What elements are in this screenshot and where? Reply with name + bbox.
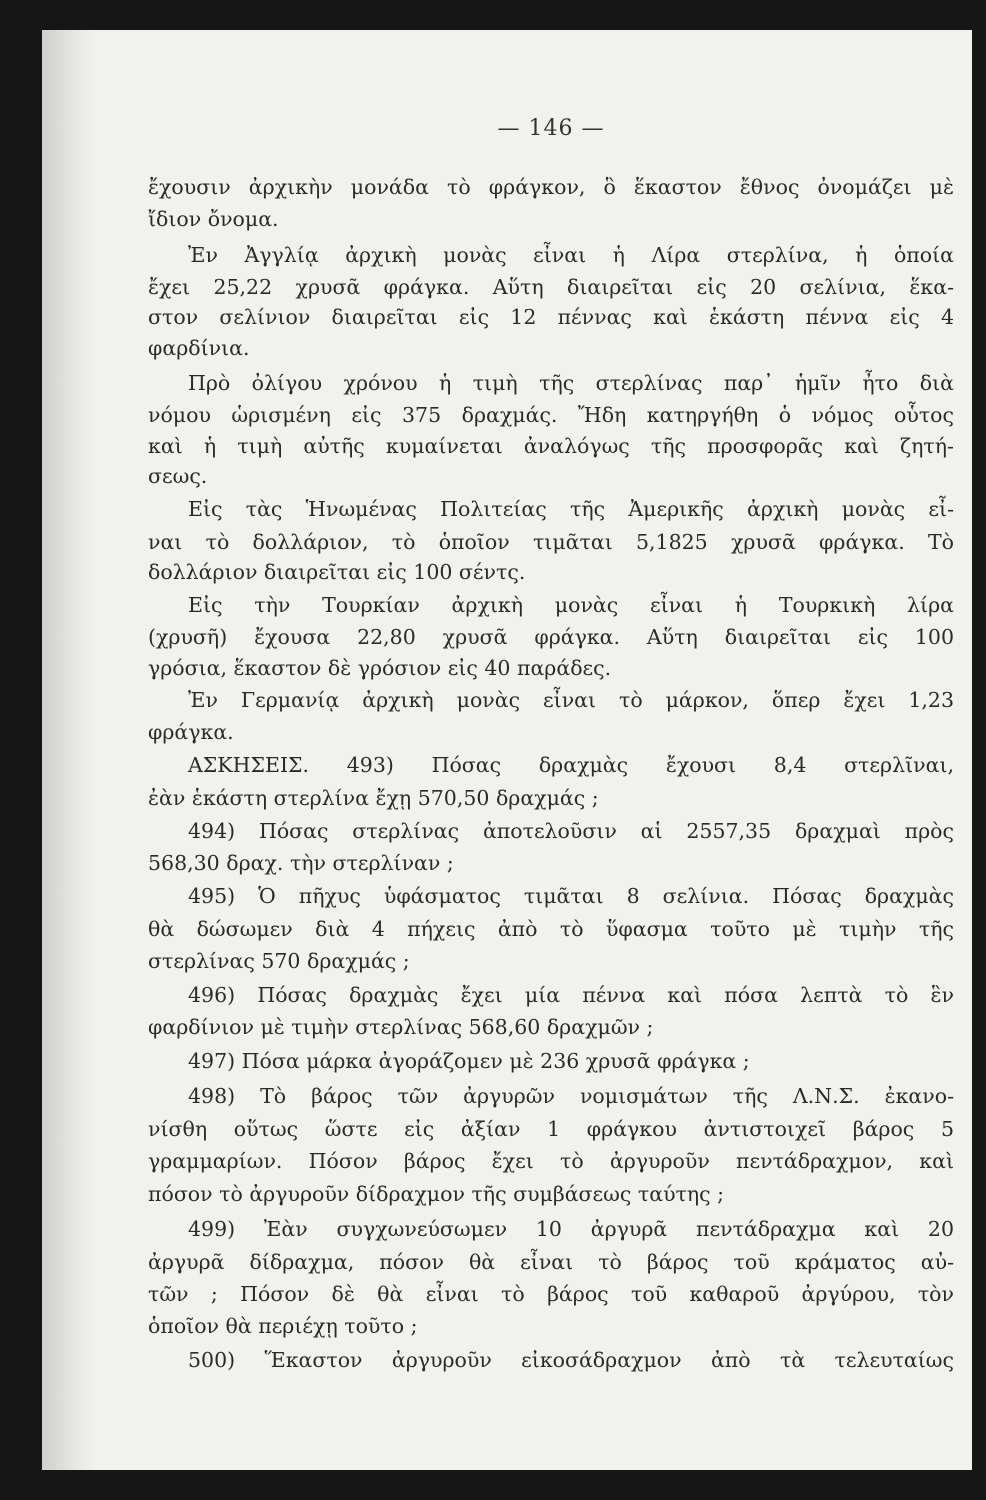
exercise-line: 496) Πόσας δραχμὰς ἔχει μία πέννα καὶ πόσα λεπτὰ τὸ ἓν (188, 983, 954, 1007)
exercise-line: στερλίνας 570 δραχμάς ; (148, 949, 410, 973)
text-line: γρόσια, ἕκαστον δὲ γρόσιον εἰς 40 παράδες. (148, 656, 612, 680)
text-line: ἴδιον ὄνομα. (148, 207, 279, 231)
exercise-line: 495) Ὁ πῆχυς ὑφάσματος τιμᾶται 8 σελίνια. Πόσας δραχμὰς (188, 884, 954, 908)
exercise-line: πόσον τὸ ἀργυροῦν δίδραχμον τῆς συμβάσεως ταύτης ; (148, 1182, 725, 1206)
text-line: ἔχουσιν ἀρχικὴν μονάδα τὸ φράγκον, ὃ ἕκαστον ἔθνος ὀνομάζει μὲ (148, 175, 954, 199)
text-line: νόμου ὡρισμένη εἰς 375 δραχμάς. Ἤδη κατηργήθη ὁ νόμος οὗτος (148, 403, 954, 427)
text-line: δολλάριον διαιρεῖται εἰς 100 σέντς. (148, 560, 526, 584)
page-number: — 146 — (497, 116, 605, 141)
exercise-line: 494) Πόσας στερλίνας ἀποτελοῦσιν αἱ 2557,35 δραχμαὶ πρὸς (188, 819, 954, 843)
exercise-line: γραμμαρίων. Πόσον βάρος ἔχει τὸ ἀργυροῦν πεντάδραχμον, καὶ (148, 1149, 954, 1173)
exercise-line: θὰ δώσωμεν διὰ 4 πήχεις ἀπὸ τὸ ὕφασμα τοῦτο μὲ τιμὴν τῆς (148, 917, 954, 941)
text-line: καὶ ἡ τιμὴ αὐτῆς κυμαίνεται ἀναλόγως τῆς προσφορᾶς καὶ ζητή- (148, 434, 954, 458)
exercise-line: 568,30 δραχ. τὴν στερλίναν ; (148, 851, 454, 875)
page-gutter-shadow (42, 30, 96, 1470)
exercise-line: νίσθη οὕτως ὥστε εἰς ἀξίαν 1 φράγκου ἀντιστοιχεῖ βάρος 5 (148, 1117, 954, 1141)
text-line: ἔχει 25,22 χρυσᾶ φράγκα. Αὕτη διαιρεῖται εἰς 20 σελίνια, ἕκα- (148, 275, 954, 299)
exercise-line: ὁποῖον θὰ περιέχῃ τοῦτο ; (148, 1314, 418, 1338)
text-line: Ἐν Ἀγγλίᾳ ἀρχικὴ μονὰς εἶναι ἡ Λίρα στερλίνα, ἡ ὁποία (188, 243, 954, 267)
text-line: Εἰς τὰς Ἡνωμένας Πολιτείας τῆς Ἀμερικῆς ἀρχικὴ μονὰς εἶ- (188, 497, 954, 521)
text-line: φράγκα. (148, 720, 234, 744)
book-page (42, 30, 972, 1470)
text-line: σεως. (148, 464, 208, 488)
text-line: (χρυσῆ) ἔχουσα 22,80 χρυσᾶ φράγκα. Αὕτη διαιρεῖται εἰς 100 (148, 625, 954, 649)
exercise-line: 497) Πόσα μάρκα ἀγοράζομεν μὲ 236 χρυσᾶ φράγκα ; (188, 1049, 750, 1073)
text-line: στον σελίνιον διαιρεῖται εἰς 12 πέννας καὶ ἑκάστη πέννα εἰς 4 (148, 305, 954, 329)
exercise-line: τῶν ; Πόσον δὲ θὰ εἶναι τὸ βάρος τοῦ καθαροῦ ἀργύρου, τὸν (148, 1282, 954, 1306)
exercise-line: 499) Ἐὰν συγχωνεύσωμεν 10 ἀργυρᾶ πεντάδραχμα καὶ 20 (188, 1217, 954, 1241)
text-line: φαρδίνια. (148, 336, 250, 360)
exercise-line: ἐὰν ἑκάστη στερλίνα ἔχῃ 570,50 δραχμάς ; (148, 786, 599, 810)
text-line: Εἰς τὴν Τουρκίαν ἀρχικὴ μονὰς εἶναι ἡ Τουρκικὴ λίρα (188, 593, 954, 617)
exercise-line: 500) Ἕκαστον ἀργυροῦν εἰκοσάδραχμον ἀπὸ τὰ τελευταίως (188, 1348, 954, 1372)
text-line: ναι τὸ δολλάριον, τὸ ὁποῖον τιμᾶται 5,1825 χρυσᾶ φράγκα. Τὸ (148, 530, 954, 554)
exercise-line: ΑΣΚΗΣΕΙΣ. 493) Πόσας δραχμὰς ἔχουσι 8,4 στερλῖναι, (188, 753, 954, 777)
exercise-line: ἀργυρᾶ δίδραχμα, πόσον θὰ εἶναι τὸ βάρος τοῦ κράματος αὐ- (148, 1250, 954, 1274)
text-line: Πρὸ ὀλίγου χρόνου ἡ τιμὴ τῆς στερλίνας παρ᾽ ἡμῖν ἦτο διὰ (188, 371, 954, 395)
exercise-line: φαρδίνιον μὲ τιμὴν στερλίνας 568,60 δραχμῶν ; (148, 1015, 654, 1039)
text-line: Ἐν Γερμανίᾳ ἀρχικὴ μονὰς εἶναι τὸ μάρκον, ὅπερ ἔχει 1,23 (188, 688, 954, 712)
exercise-line: 498) Τὸ βάρος τῶν ἀργυρῶν νομισμάτων τῆς Λ.Ν.Σ. ἐκανο- (188, 1084, 954, 1108)
